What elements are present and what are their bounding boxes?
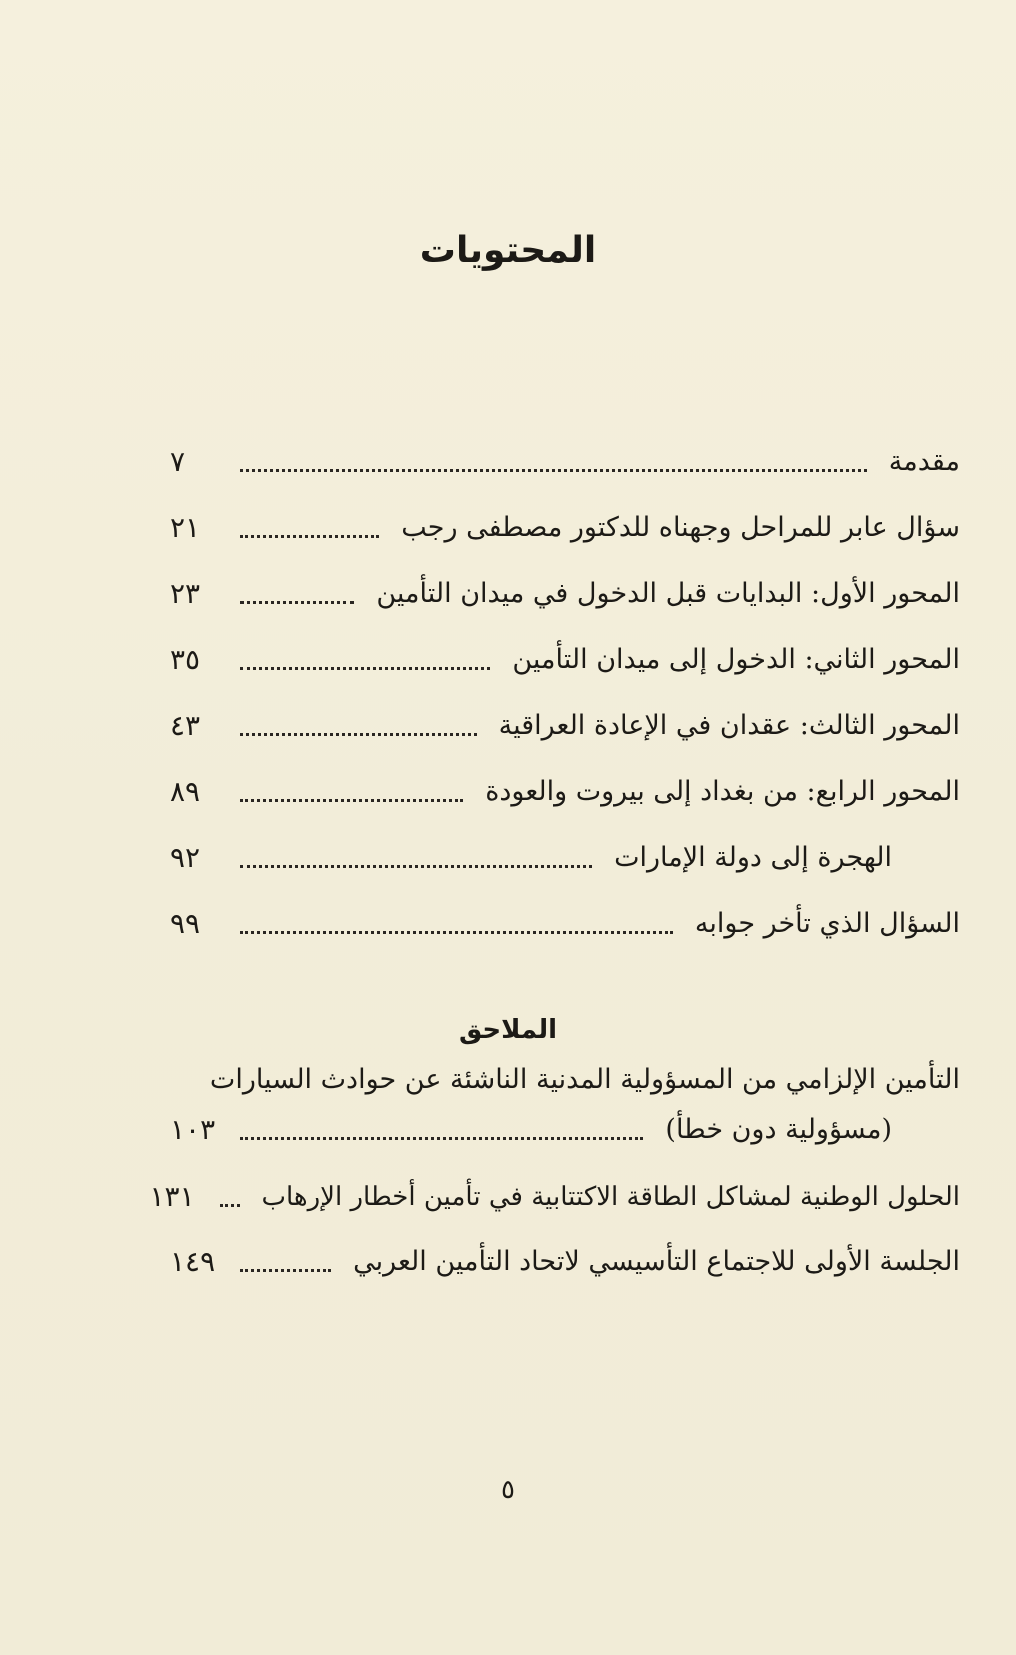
dot-leader xyxy=(240,865,592,868)
toc-page-number: ٤٣ xyxy=(170,709,201,742)
dot-leader xyxy=(240,535,379,538)
toc-page-number: ١٣١ xyxy=(149,1180,195,1213)
page-number-footer: ٥ xyxy=(501,1475,515,1505)
appendix-item-1 xyxy=(170,1108,960,1152)
toc-entry-late-answer xyxy=(170,902,960,946)
toc-entry-title: (مسؤولية دون خطأ) xyxy=(665,1114,892,1145)
appendix-heading: الملاحق xyxy=(458,1015,558,1045)
dot-leader xyxy=(240,1137,643,1140)
toc-page-number: ٣٥ xyxy=(170,643,201,676)
appendix-item-2 xyxy=(149,1175,960,1219)
toc-entry-passing-question xyxy=(170,506,960,550)
dot-leader xyxy=(220,1204,240,1207)
toc-page-number: ٨٩ xyxy=(170,775,201,808)
toc-entry-title: المحور الرابع: من بغداد إلى بيروت والعودة xyxy=(485,776,960,807)
appendix-item-1-line-1: التأمين الإلزامي من المسؤولية المدنية الناشئة عن حوادث السيارات xyxy=(209,1064,960,1095)
toc-entry-introduction xyxy=(170,440,960,484)
dot-leader xyxy=(240,667,490,670)
dot-leader xyxy=(240,469,867,472)
dot-leader xyxy=(240,1269,331,1272)
toc-entry-title: الجلسة الأولى للاجتماع التأسيسي لاتحاد التأمين العربي xyxy=(353,1246,960,1277)
toc-entry-title: سؤال عابر للمراحل وجهناه للدكتور مصطفى رجب xyxy=(401,512,960,543)
dot-leader xyxy=(240,601,354,604)
dot-leader xyxy=(240,931,673,934)
toc-entry-title: المحور الثاني: الدخول إلى ميدان التأمين xyxy=(512,644,960,675)
toc-entry-axis-two xyxy=(170,638,960,682)
toc-page-number: ٢٣ xyxy=(170,577,201,610)
toc-entry-title: الحلول الوطنية لمشاكل الطاقة الاكتتابية في تأمين أخطار الإرهاب xyxy=(261,1182,960,1212)
toc-page-number: ٧ xyxy=(170,445,186,478)
toc-entry-title: السؤال الذي تأخر جوابه xyxy=(694,908,960,939)
dot-leader xyxy=(240,799,463,802)
toc-entry-axis-four xyxy=(170,770,960,814)
toc-page-number: ٩٩ xyxy=(170,907,201,940)
toc-entry-title: المحور الأول: البدايات قبل الدخول في ميدان التأمين xyxy=(376,578,960,609)
toc-page-number: ١٠٣ xyxy=(170,1113,216,1146)
dot-leader xyxy=(240,733,477,736)
appendix-item-3 xyxy=(170,1240,960,1284)
toc-entry-axis-one xyxy=(170,572,960,616)
toc-entry-title: مقدمة xyxy=(888,446,960,477)
toc-page-number: ٢١ xyxy=(170,511,201,544)
toc-page-number: ١٤٩ xyxy=(170,1245,216,1278)
toc-entry-title: المحور الثالث: عقدان في الإعادة العراقية xyxy=(498,710,960,741)
toc-entry-axis-three xyxy=(170,704,960,748)
page-title: المحتويات xyxy=(419,230,597,271)
toc-entry-title: الهجرة إلى دولة الإمارات xyxy=(614,842,892,873)
toc-page-number: ٩٢ xyxy=(170,841,201,874)
toc-entry-emirates xyxy=(170,836,960,880)
